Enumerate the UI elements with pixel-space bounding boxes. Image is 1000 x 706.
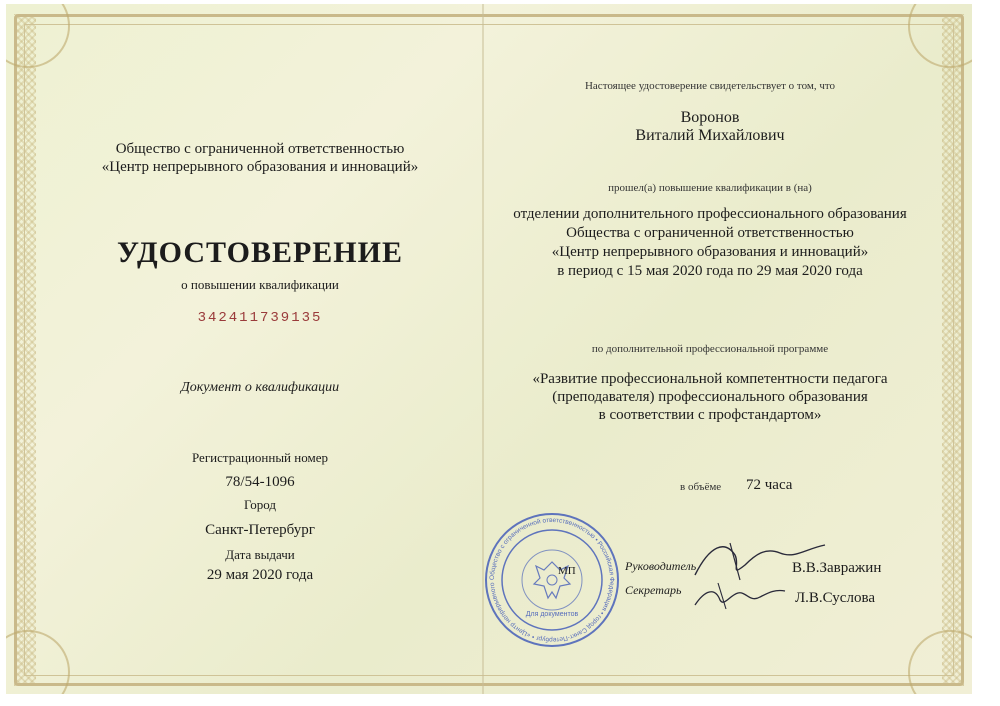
- issuer-line-2: «Центр непрерывного образования и инноваций»: [101, 159, 419, 175]
- holder-given-names: Виталий Михайлович: [635, 127, 785, 144]
- issuer-line-1: Общество с ограниченной ответственностью: [115, 141, 405, 157]
- passed-training-text: прошел(а) повышение квалификации в (на): [608, 182, 812, 194]
- document-type-label: Документ о квалификации: [180, 380, 340, 395]
- issuer-organization: [60, 140, 460, 176]
- secretary-role-label: Секретарь: [625, 583, 682, 597]
- registration-number-value: 78/54-1096: [225, 474, 295, 490]
- volume-value: 72 часа: [746, 477, 793, 493]
- official-stamp: [482, 510, 622, 650]
- secretary-signature: [690, 575, 790, 615]
- program-line-2: (преподавателя) профессионального образования: [552, 389, 868, 405]
- institution-line-3: «Центр непрерывного образования и инноваций»: [551, 244, 869, 260]
- institution-line-1: отделении дополнительного профессионального образования: [513, 206, 907, 222]
- stamp-place-label: МП: [558, 565, 576, 577]
- head-role-label: Руководитель: [625, 559, 697, 573]
- program-line-3: в соответствии с профстандартом»: [598, 407, 822, 423]
- institution-line-2: Общества с ограниченной ответственностью: [566, 225, 854, 241]
- certifies-text: Настоящее удостоверение свидетельствует о том, что: [584, 80, 836, 92]
- registration-number-label: Регистрационный номер: [192, 450, 328, 465]
- city-label: Город: [243, 497, 277, 512]
- head-name: В.В.Завражин: [792, 560, 882, 576]
- program-line-1: «Развитие профессиональной компетентности педагога: [532, 371, 888, 387]
- stamp-inner-text: Для документов: [525, 611, 579, 618]
- stamp-ring-text: Общество с ограниченной ответственностью • Российская Федерация • город Санкт-Петербург • «Центр непрерывного: [488, 516, 616, 644]
- city-value: Санкт-Петербург: [205, 522, 315, 538]
- volume-label: в объёме: [680, 481, 722, 493]
- secretary-name: Л.В.Суслова: [795, 590, 875, 606]
- training-period: в период с 15 мая 2020 года по 29 мая 2020 года: [557, 263, 863, 279]
- document-title: УДОСТОВЕРЕНИЕ: [117, 236, 403, 269]
- issue-date-value: 29 мая 2020 года: [206, 567, 314, 583]
- program-label: по дополнительной профессиональной программе: [591, 343, 829, 355]
- serial-number: 342411739135: [197, 310, 323, 326]
- document-subtitle: о повышении квалификации: [181, 277, 339, 292]
- issue-date-label: Дата выдачи: [225, 547, 295, 562]
- institution-block: [490, 205, 930, 281]
- program-name: [490, 370, 930, 424]
- holder-surname: Воронов: [680, 109, 740, 126]
